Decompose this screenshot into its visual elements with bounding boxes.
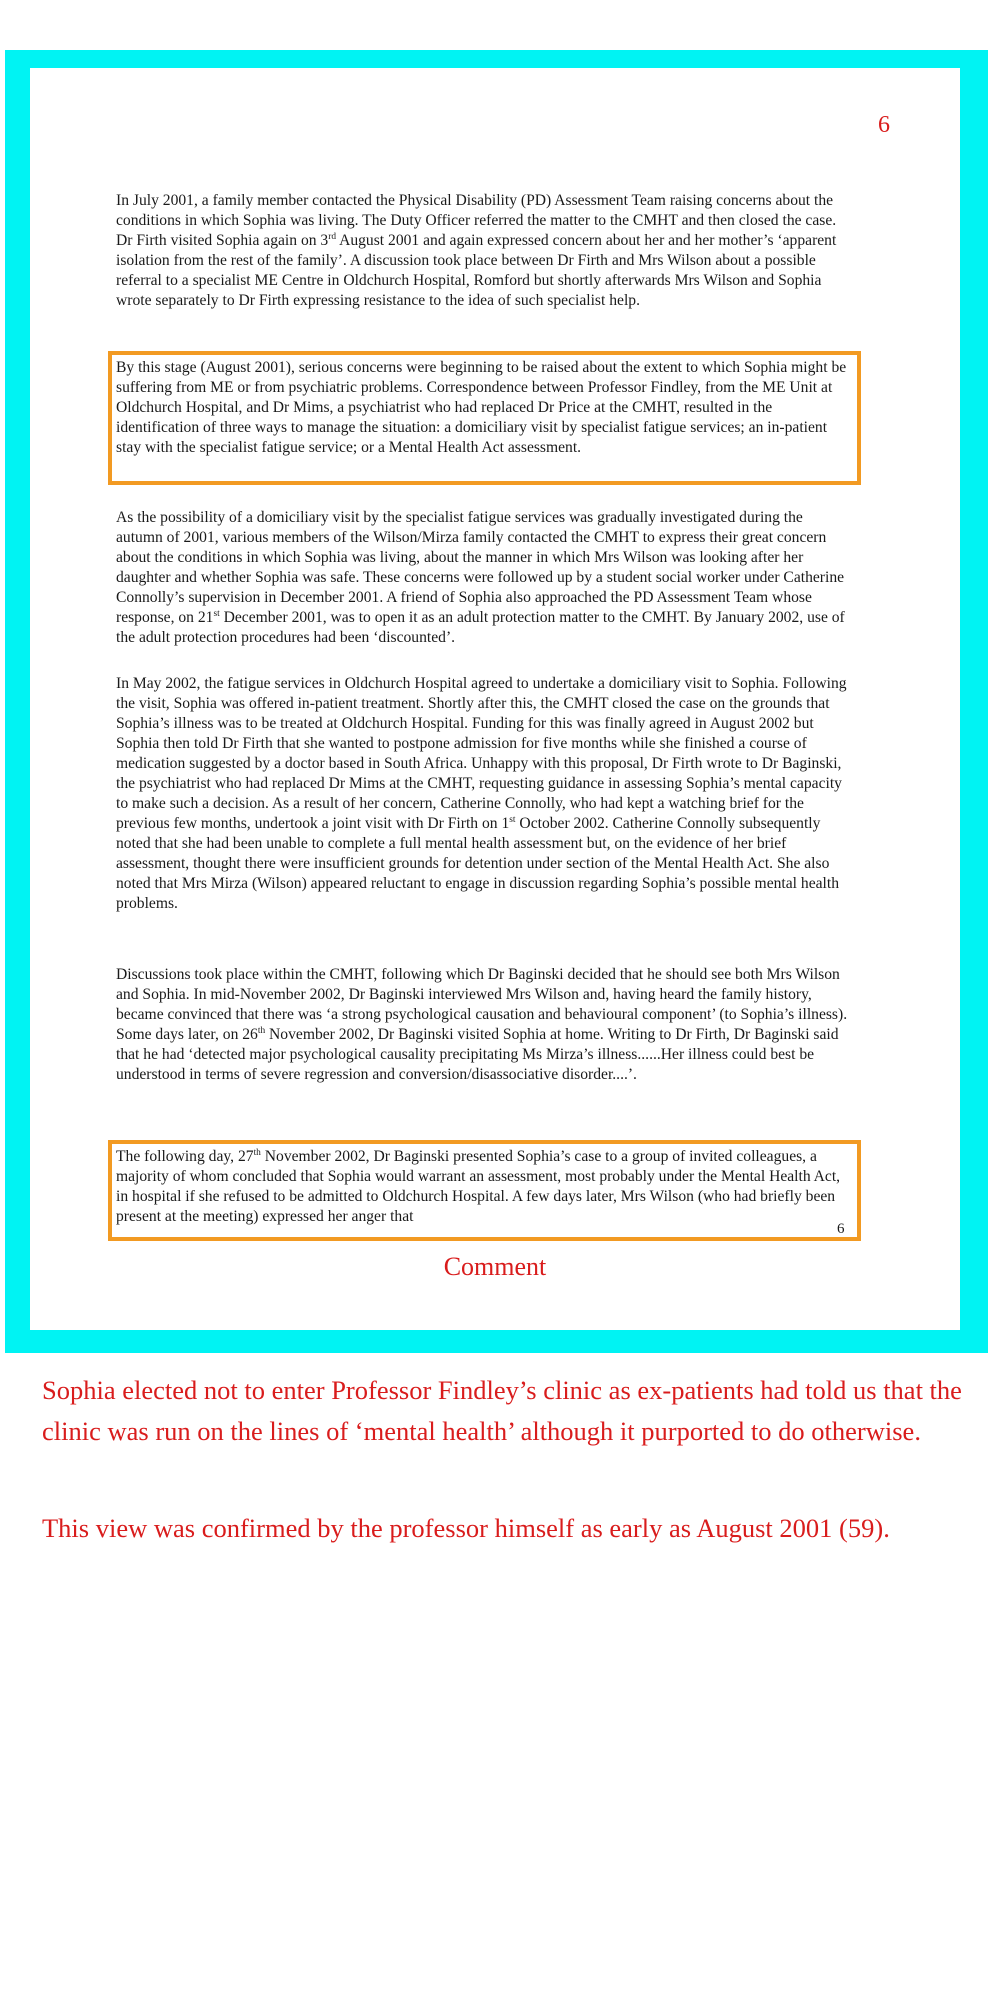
annotation-paragraph: This view was confirmed by the professor himself as early as August 2001 (59).	[42, 1513, 890, 1543]
text-run: By this stage (August 2001), serious concerns were beginning to be raised about the extent to which Sophia might be suffering from ME or from psychiatric problems. Correspondence between Professor Findley, from the ME Unit at Oldchurch Hospital, and Dr Mims, a psychiatrist who had replaced Dr Price at the CMHT, resulted in the identification of three ways to manage the situation: a domiciliary visit by specialist fatigue services; an in-patient stay with the specialist fatigue service; or a Mental Health Act assessment.	[116, 359, 847, 456]
ordinal-suffix: rd	[328, 231, 337, 242]
scanned-page	[30, 68, 960, 1330]
text-run: As the possibility of a domiciliary visit by the specialist fatigue services was gradually investigated during the autumn of 2001, various members of the Wilson/Mirza family contacted the CMHT to express their great concern about the conditions in which Sophia was living, about the manner in which Mrs Wilson was looking after her daughter and whether Sophia was safe. These concerns were followed up by a student social worker under Catherine Connolly’s supervision in December 2001. A friend of Sophia also approached the PD Assessment Team whose response, on 21	[116, 509, 845, 626]
body-paragraph	[116, 191, 852, 311]
comment-heading: Comment	[443, 1252, 547, 1281]
annotation-paragraph: Sophia elected not to enter Professor Findley’s clinic as ex-patients had told us that the clinic was run on the lines of ‘mental health’ although it purported to do otherwise.	[42, 1375, 962, 1446]
text-run: November 2002, Dr Baginski visited Sophia at home. Writing to Dr Firth, Dr Baginski said that he had ‘detected major psychological causality precipitating Ms Mirza’s illness......Her illness could best be understood in terms of severe regression and conversion/disassociative disorder....’.	[116, 1026, 839, 1083]
ordinal-suffix: st	[509, 814, 516, 825]
body-paragraph-highlighted	[116, 1147, 852, 1227]
page-number: 6	[878, 112, 890, 138]
ordinal-suffix: th	[253, 1147, 261, 1158]
ordinal-suffix: st	[213, 608, 220, 619]
text-run: August 2001 and again expressed concern about her and her mother’s ‘apparent isolation from the rest of the family’. A discussion took place between Dr Firth and Mrs Wilson about a possible referral to a specialist ME Centre in Oldchurch Hospital, Romford but shortly afterwards Mrs Wilson and Sophia wrote separately to Dr Firth expressing resistance to the idea of such specialist help.	[116, 232, 837, 309]
body-paragraph-highlighted	[116, 358, 852, 458]
cyan-frame	[5, 50, 988, 1353]
body-paragraph	[116, 965, 852, 1085]
text-run: The following day, 27	[116, 1148, 254, 1165]
ordinal-suffix: th	[257, 1025, 266, 1036]
body-paragraph	[116, 508, 852, 648]
text-run: November 2002, Dr Baginski presented Sophia’s case to a group of invited colleagues, a majority of whom concluded that Sophia would warrant an assessment, most probably under the Mental Health Act, in hospital if she refused to be admitted to Oldchurch Hospital. A few days later, Mrs Wilson (who had briefly been present at the meeting) expressed her anger that	[116, 1148, 841, 1225]
text-run: In May 2002, the fatigue services in Oldchurch Hospital agreed to undertake a domiciliary visit to Sophia. Following the visit, Sophia was offered in-patient treatment. Shortly after this, the CMHT closed the case on the grounds that Sophia’s illness was to be treated at Oldchurch Hospital. Funding for this was finally agreed in August 2002 but Sophia then told Dr Firth that she wanted to postpone admission for five months while she finished a course of medication suggested by a doctor based in South Africa. Unhappy with this proposal, Dr Firth wrote to Dr Baginski, the psychiatrist who had replaced Dr Mims at the CMHT, requesting guidance in assessing Sophia’s mental capacity to make such a decision. As a result of her concern, Catherine Connolly, who had kept a watching brief for the previous few months, undertook a joint visit with Dr Firth on 1	[116, 675, 847, 832]
text-run: In July 2001, a family member contacted the Physical Disability (PD) Assessment Team raising concerns about the conditions in which Sophia was living. The Duty Officer referred the matter to the CMHT and then closed the case. Dr Firth visited Sophia again on 3	[116, 192, 837, 249]
body-paragraph	[116, 674, 852, 914]
corner-page-mark: 6	[837, 1221, 845, 1237]
text-run: December 2001, was to open it as an adult protection matter to the CMHT. By January 2002, use of the adult protection procedures had been ‘discounted’.	[116, 609, 845, 646]
text-run: October 2002. Catherine Connolly subsequently noted that she had been unable to complete a full mental health assessment but, on the evidence of her brief assessment, thought there were insufficient grounds for detention under section of the Mental Health Act. She also noted that Mrs Mirza (Wilson) appeared reluctant to engage in discussion regarding Sophia’s possible mental health problems.	[116, 815, 839, 912]
text-run: Discussions took place within the CMHT, following which Dr Baginski decided that he should see both Mrs Wilson and Sophia. In mid-November 2002, Dr Baginski interviewed Mrs Wilson and, having heard the family history, became convinced that there was ‘a strong psychological causation and behavioural component’ (to Sophia’s illness). Some days later, on 26	[116, 966, 848, 1043]
